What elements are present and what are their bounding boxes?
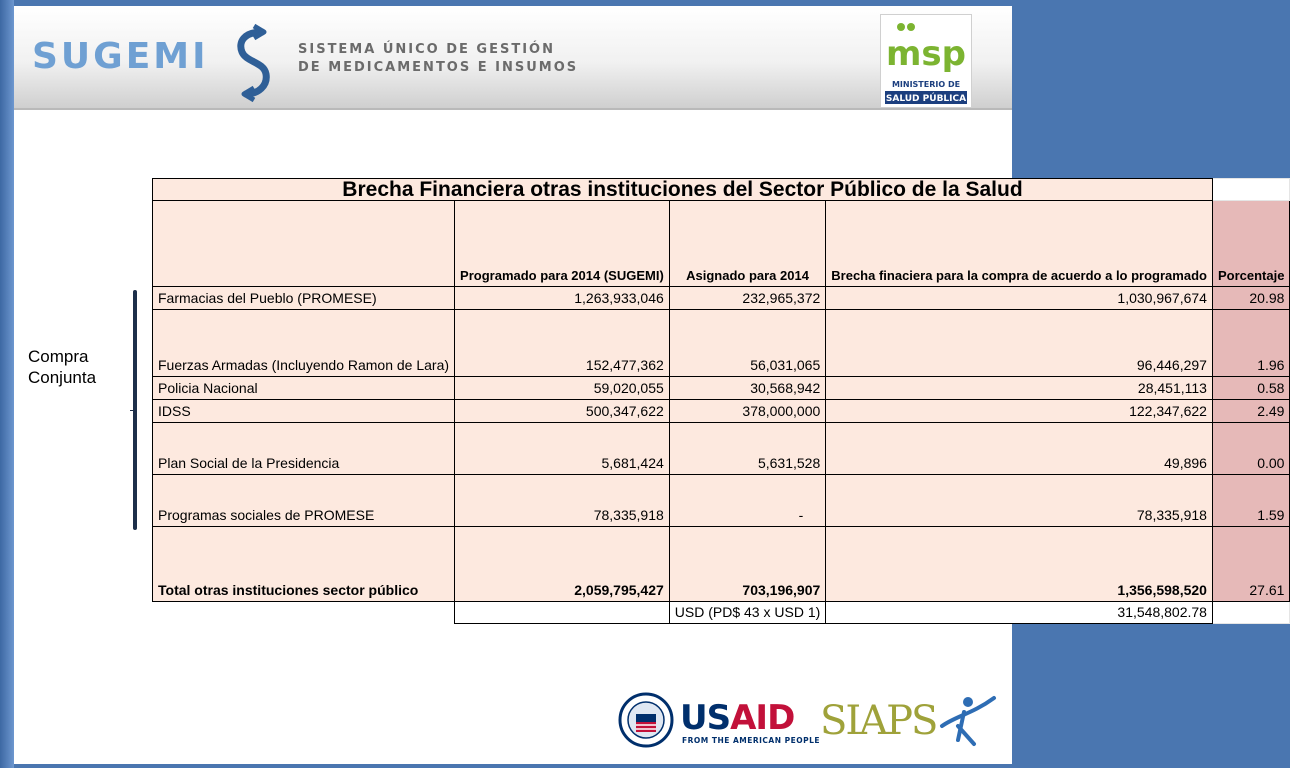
title-row	[153, 179, 1290, 201]
cell-asignado: 5,631,528	[669, 423, 825, 475]
cell-programado: 5,681,424	[455, 423, 670, 475]
msp-logo-text: msp	[885, 34, 967, 74]
table-row	[153, 377, 1290, 400]
cell-programado: 59,020,055	[455, 377, 670, 400]
usaid-seal-icon	[618, 692, 674, 748]
header-banner	[14, 6, 1012, 110]
table-row	[153, 310, 1290, 377]
table-title: Brecha Financiera otras instituciones del Sector Público de la Salud	[153, 179, 1213, 201]
header-programado: Programado para 2014 (SUGEMI)	[455, 201, 670, 287]
footer-logos	[618, 692, 998, 754]
cell-programado: 152,477,362	[455, 310, 670, 377]
usd-value: 31,548,802.78	[826, 602, 1213, 624]
cell-institution: IDSS	[153, 400, 455, 423]
cell-porcentaje: 20.98	[1212, 287, 1289, 310]
sugemi-logo-text: SUGEMI	[32, 36, 209, 77]
siaps-figure-icon	[938, 692, 998, 748]
cell-brecha: 28,451,113	[826, 377, 1213, 400]
empty-cell	[1212, 602, 1289, 624]
cell-asignado: -	[669, 475, 825, 527]
cell-institution: Fuerzas Armadas (Incluyendo Ramon de Lara)	[153, 310, 455, 377]
subtitle-line-1: SISTEMA ÚNICO DE GESTIÓN	[298, 42, 555, 57]
cell-porcentaje: 2.49	[1212, 400, 1289, 423]
cell-institution: Programas sociales de PROMESE	[153, 475, 455, 527]
sugemi-s-icon	[224, 24, 284, 104]
cell-brecha: 96,446,297	[826, 310, 1213, 377]
bracket-tick	[130, 410, 134, 411]
cell-programado: 500,347,622	[455, 400, 670, 423]
usaid-tagline: FROM THE AMERICAN PEOPLE	[682, 736, 821, 745]
usaid-us: US	[680, 698, 731, 738]
header-institution	[153, 201, 455, 287]
cell-asignado: 30,568,942	[669, 377, 825, 400]
total-institution: Total otras instituciones sector público	[153, 527, 455, 602]
cell-brecha: 122,347,622	[826, 400, 1213, 423]
table-row	[153, 423, 1290, 475]
compra-conjunta-label	[28, 346, 96, 388]
compra-label-line-1: Compra	[28, 347, 89, 366]
cell-brecha: 78,335,918	[826, 475, 1213, 527]
total-porcentaje: 27.61	[1212, 527, 1289, 602]
empty-cell	[1212, 179, 1289, 201]
slide	[14, 6, 1285, 764]
cell-institution: Plan Social de la Presidencia	[153, 423, 455, 475]
cell-institution: Farmacias del Pueblo (PROMESE)	[153, 287, 455, 310]
cell-programado: 1,263,933,046	[455, 287, 670, 310]
msp-caption-line-1: MINISTERIO DE	[891, 80, 961, 89]
brecha-financiera-table	[152, 178, 1290, 624]
header-brecha: Brecha finaciera para la compra de acuerdo a lo programado	[826, 201, 1213, 287]
cell-porcentaje: 1.96	[1212, 310, 1289, 377]
cell-porcentaje: 0.00	[1212, 423, 1289, 475]
total-brecha: 1,356,598,520	[826, 527, 1213, 602]
cell-asignado: 232,965,372	[669, 287, 825, 310]
empty-cell	[153, 602, 455, 624]
table-row	[153, 475, 1290, 527]
cell-institution: Policia Nacional	[153, 377, 455, 400]
msp-logo	[880, 14, 972, 108]
total-programado: 2,059,795,427	[455, 527, 670, 602]
msp-caption-line-2: SALUD PÚBLICA	[885, 94, 967, 104]
cell-brecha: 1,030,967,674	[826, 287, 1213, 310]
siaps-logo-text: SIAPS	[820, 698, 937, 744]
cell-porcentaje: 0.58	[1212, 377, 1289, 400]
usaid-aid: AID	[730, 698, 795, 738]
cell-asignado: 378,000,000	[669, 400, 825, 423]
usd-label: USD (PD$ 43 x USD 1)	[669, 602, 825, 624]
header-row	[153, 201, 1290, 287]
cell-programado: 78,335,918	[455, 475, 670, 527]
frame-left-bar	[0, 0, 14, 768]
table-row	[153, 287, 1290, 310]
cell-brecha: 49,896	[826, 423, 1213, 475]
cell-asignado: 56,031,065	[669, 310, 825, 377]
cell-porcentaje: 1.59	[1212, 475, 1289, 527]
usd-row	[153, 602, 1290, 624]
header-porcentaje: Porcentaje	[1212, 201, 1289, 287]
table-row	[153, 400, 1290, 423]
compra-label-line-2: Conjunta	[28, 368, 97, 387]
usaid-logo-text	[680, 698, 794, 738]
total-row	[153, 527, 1290, 602]
total-asignado: 703,196,907	[669, 527, 825, 602]
empty-cell	[455, 602, 670, 624]
header-asignado: Asignado para 2014	[669, 201, 825, 287]
msp-logo-graphic	[881, 15, 971, 107]
subtitle-line-2: DE MEDICAMENTOS E INSUMOS	[298, 60, 579, 75]
